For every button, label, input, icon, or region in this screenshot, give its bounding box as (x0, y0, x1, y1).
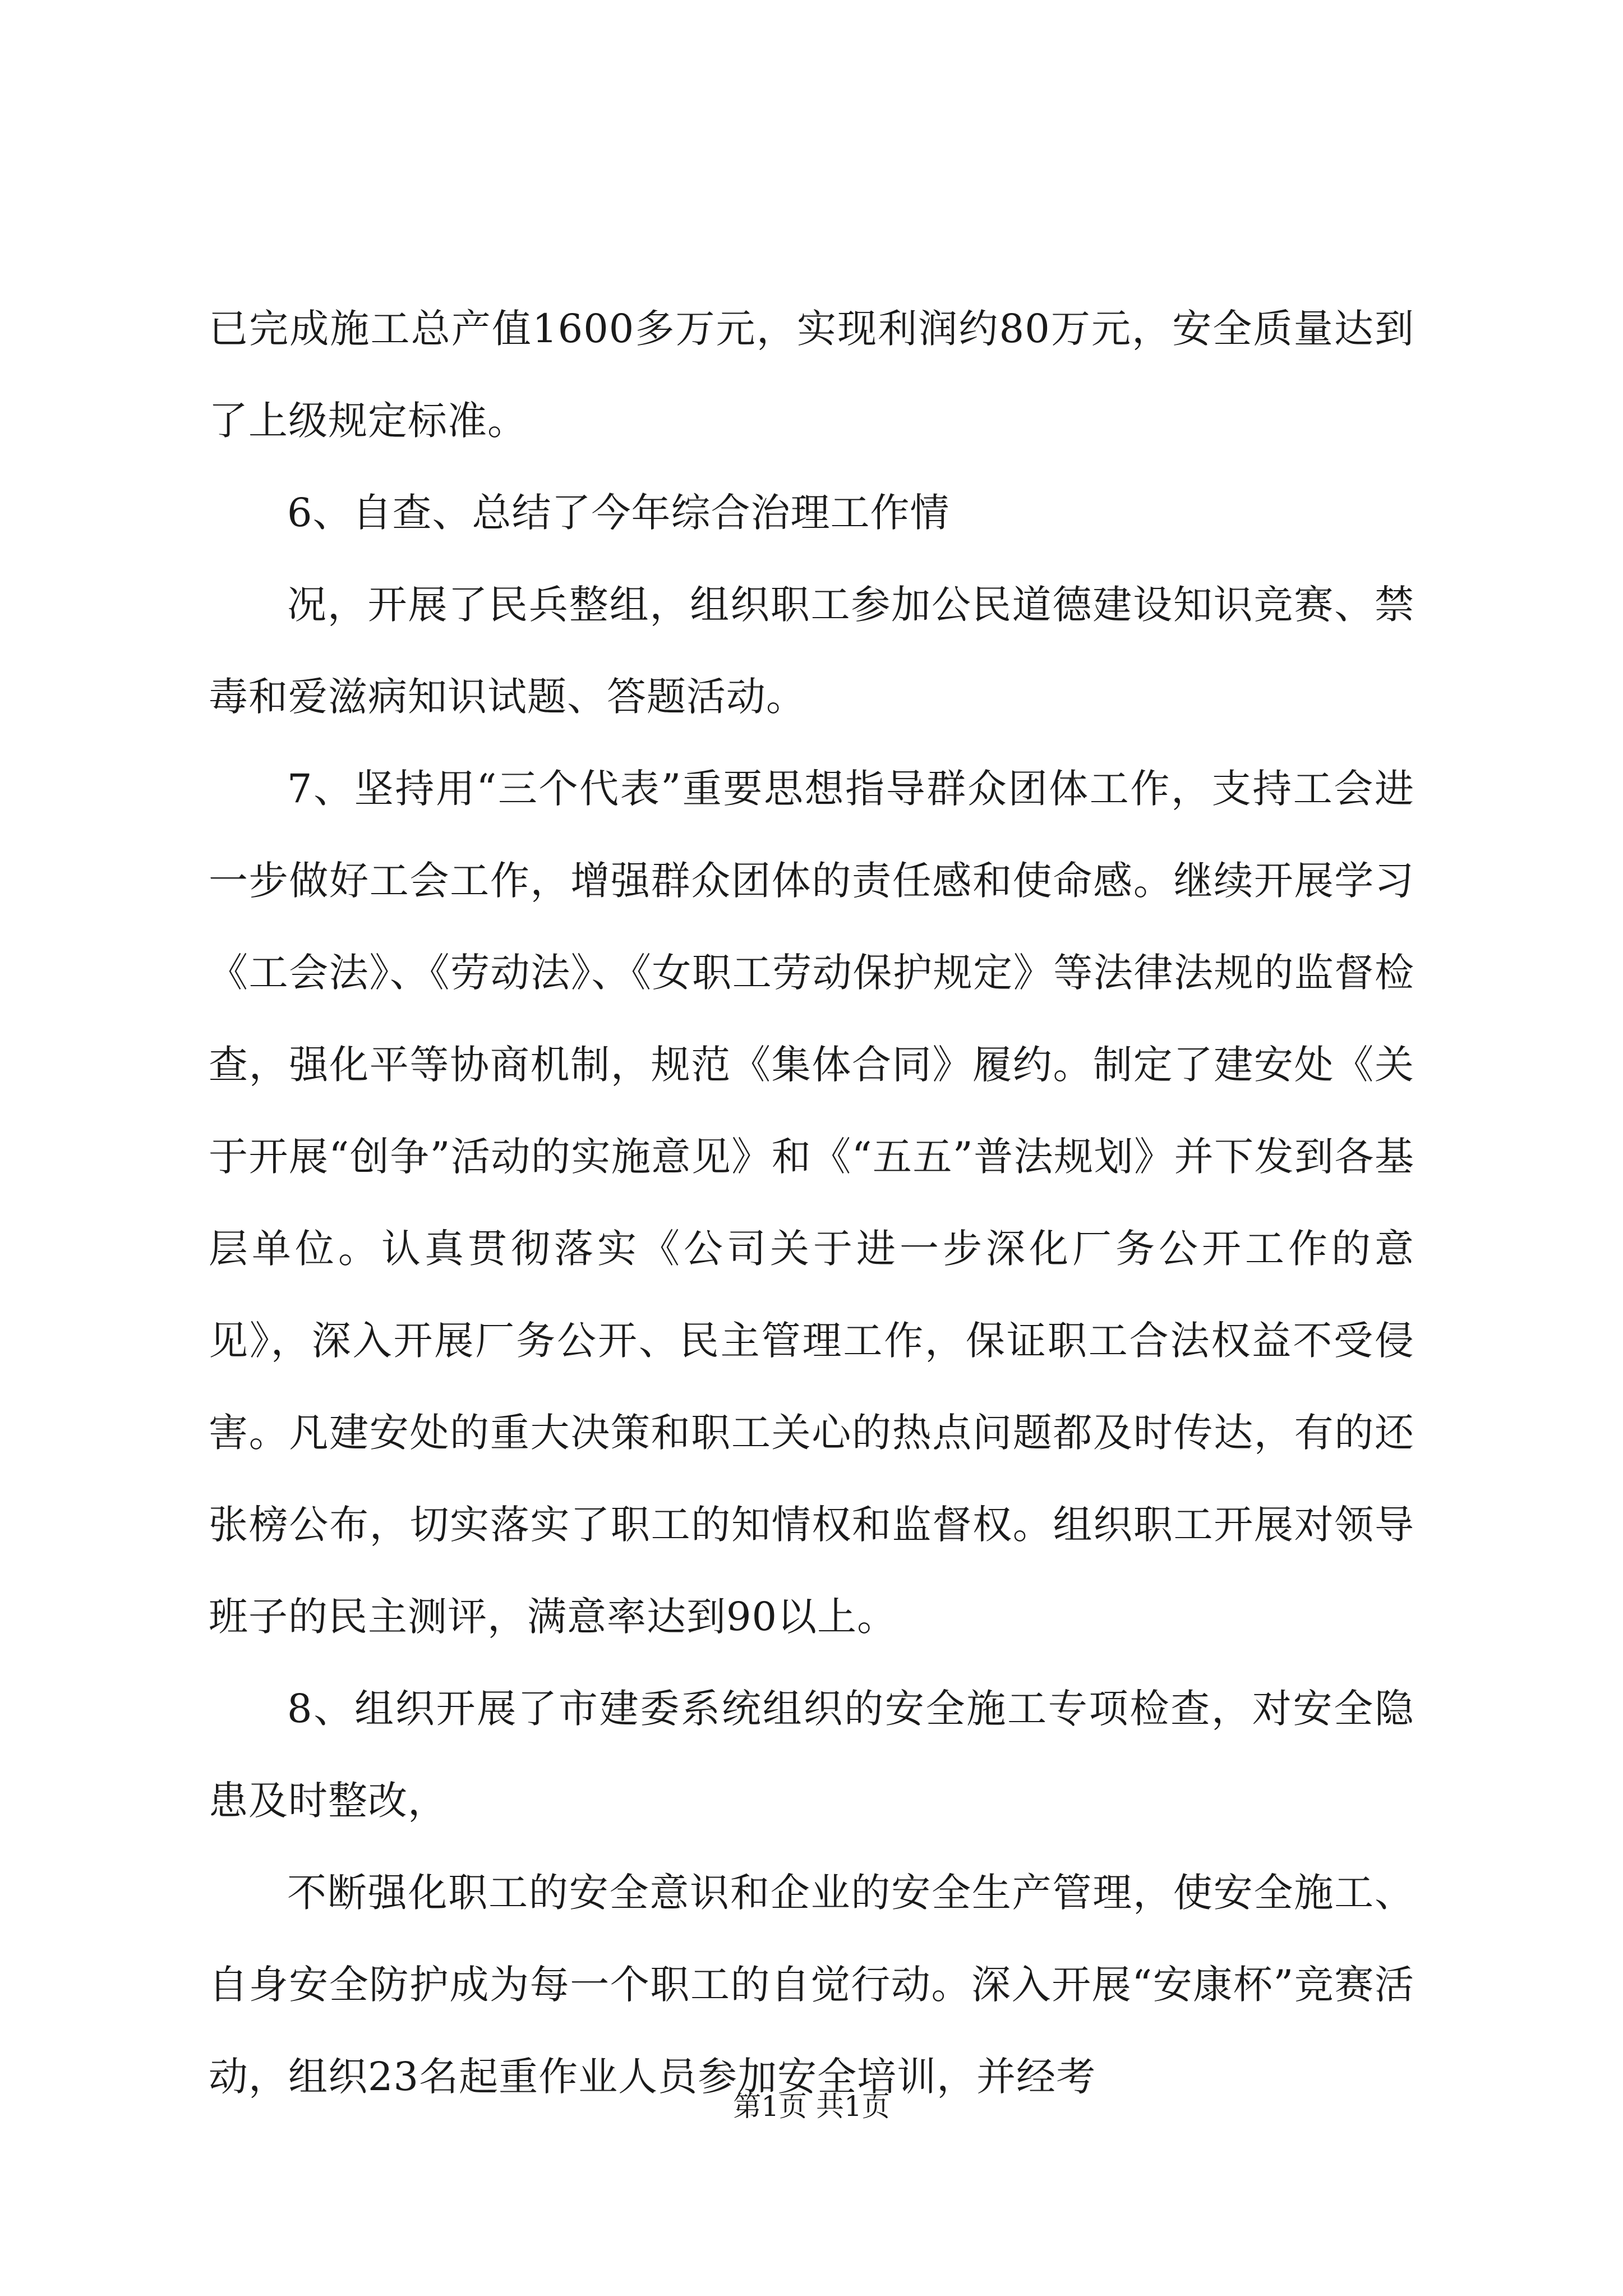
page-footer (0, 2090, 1623, 2123)
paragraph-2: 6、自查、总结了今年综合治理工作情 (287, 490, 950, 536)
paragraph-5: 8、组织开展了市建委系统组织的安全施工专项检查，对安全隐患及时整改， (209, 1686, 1414, 1824)
paragraph-4: 7、坚持用“三个代表”重要思想指导群众团体工作，支持工会进一步做好工会工作，增强群众团体的责任感和使命感。继续开展学习《工会法》、《劳动法》、《女职工劳动保护规定》等法律法规的监督检查，强化平等协商机制，规范《集体合同》履约。制定了建安处《关于开展“创争”活动的实施意见》和《“五五”普法规划》并下发到各基层单位。认真贯彻落实《公司关于进一步深化厂务公开工作的意见》，深入开展厂务公开、民主管理工作，保证职工合法权益不受侵害。凡建安处的重大决策和职工关心的热点问题都及时传达，有的还张榜公布，切实落实了职工的知情权和监督权。组织职工开展对领导班子的民主测评，满意率达到90以上。 (209, 766, 1414, 1640)
document-body (209, 283, 1414, 2123)
paragraph-3: 况，开展了民兵整组，组织职工参加公民道德建设知识竞赛、禁毒和爱滋病知识试题、答题活动。 (209, 582, 1414, 720)
page-number-label: 第1页 共1页 (733, 2090, 890, 2123)
paragraph-6: 不断强化职工的安全意识和企业的安全生产管理，使安全施工、自身安全防护成为每一个职工的自觉行动。深入开展“安康杯”竞赛活动，组织23名起重作业人员参加安全培训，并经考 (209, 1870, 1414, 2100)
paragraph-1: 已完成施工总产值1600多万元，实现利润约80万元，安全质量达到了上级规定标准。 (209, 306, 1414, 444)
